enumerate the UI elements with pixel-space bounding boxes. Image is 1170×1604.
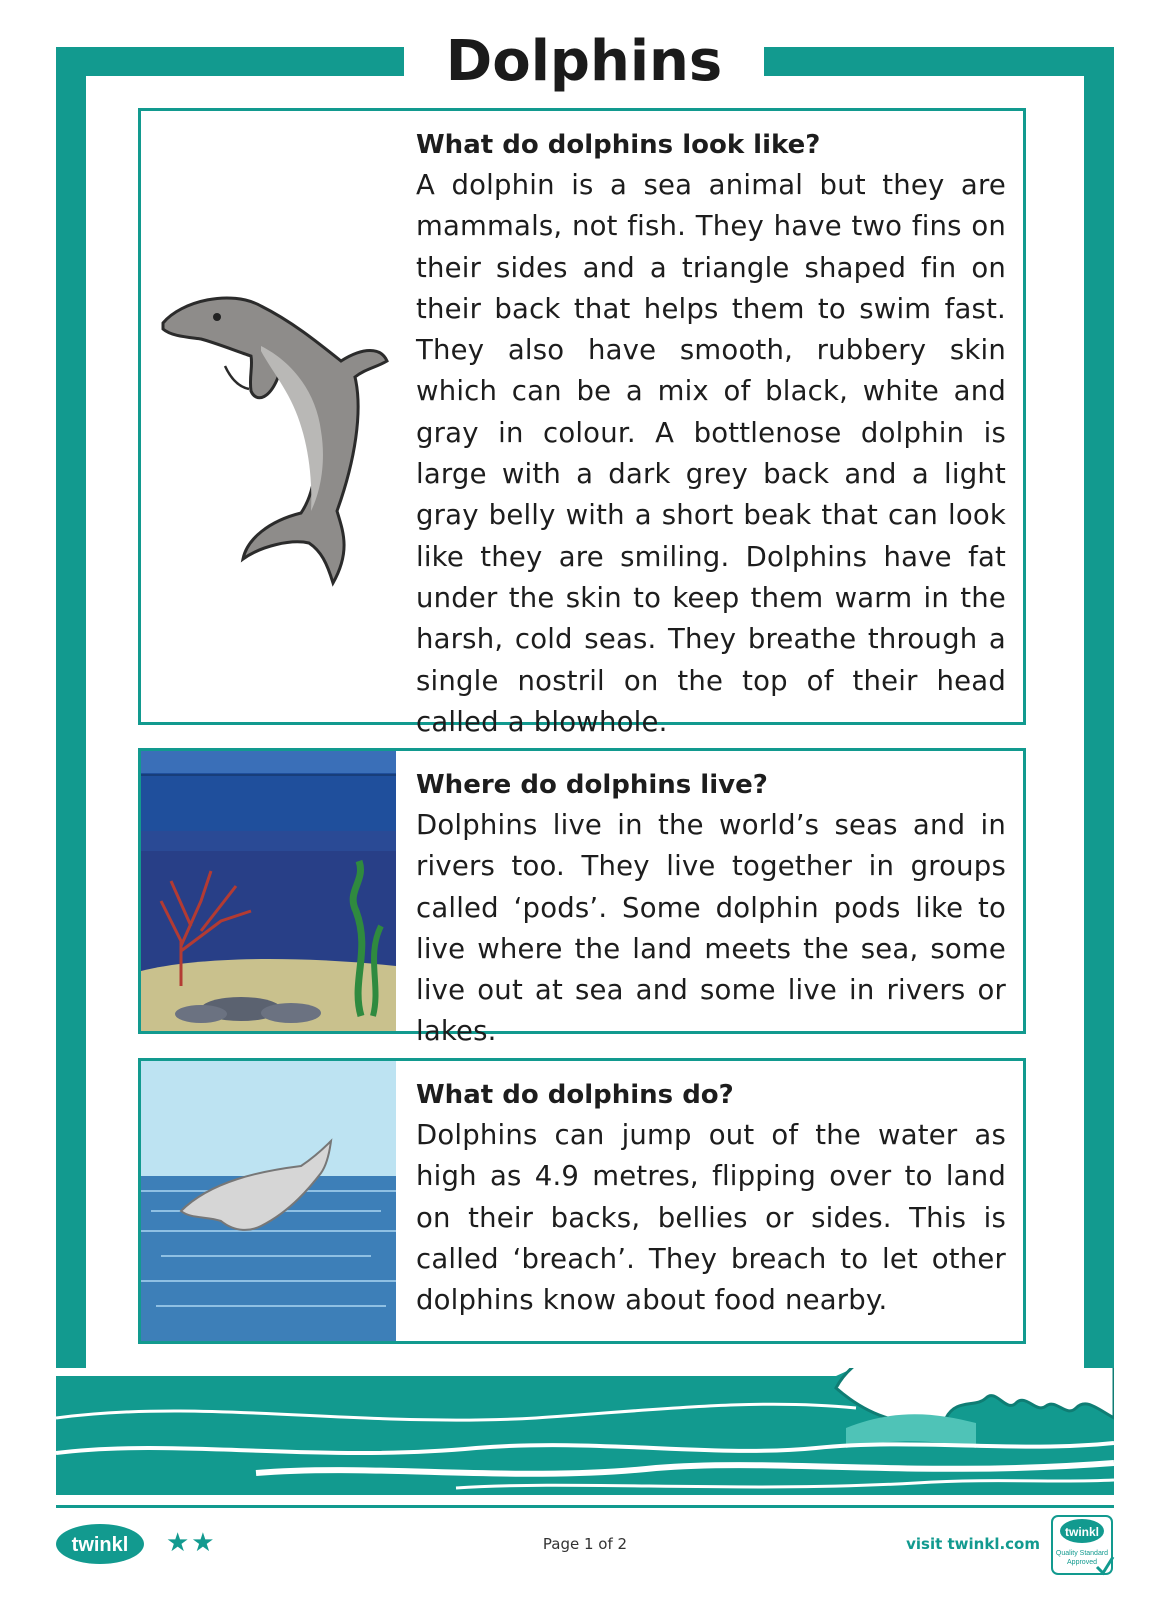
dolphin-illustration [141,111,396,722]
section-heading: Where do dolphins live? [416,770,768,800]
section-text [416,1075,1006,1321]
breaching-dolphin-illustration [141,1061,396,1341]
section-heading: What do dolphins look like? [416,130,821,160]
section-body: A dolphin is a sea animal but they are mammals, not fish. They have two fins on their sides and a triangle shaped fin on their back that helps them to swim fast. They also have smooth, rubbery skin which can be a mix of black, white and gray in colour. A bottlenose dolphin is large with a dark grey back and a light gray belly with a short beak that can look like they are smiling. Dolphins have fat under the skin to keep them warm in the harsh, cold seas. They breathe through a single nostril on the top of their head called a blowhole. [416,169,1006,738]
badge-line1: Quality Standard [1055,1550,1109,1557]
page-number: Page 1 of 2 [542,1535,628,1553]
section-habitat [138,748,1026,1048]
visit-link[interactable]: visit twinkl.com [906,1535,1040,1553]
rating-stars: ★★ [166,1528,217,1558]
section-text [416,765,1006,1053]
twinkl-logo[interactable] [56,1522,148,1566]
section-body: Dolphins can jump out of the water as high as 4.9 metres, flipping over to land on their backs, bellies or sides. This is called ‘breach’. They breach to let other dolphins know about food nearby. [416,1119,1006,1317]
section-behaviour [138,1058,1026,1344]
section-heading: What do dolphins do? [416,1080,734,1110]
waves-decoration [56,1368,1114,1495]
section-text [416,125,1006,743]
ocean-floor-illustration [141,751,396,1031]
section-body: Dolphins live in the world’s seas and in rivers too. They live together in groups called ‘pods’. Some dolphin pods like to live where the land meets the sea, some live out at sea and some live in rivers or lakes. [416,809,1006,1048]
section-appearance [138,108,1026,738]
page-title: Dolphins [445,29,723,94]
badge-line2: Approved [1067,1559,1097,1566]
badge-brand: twinkl [1064,1525,1100,1539]
logo-text: twinkl [71,1534,129,1556]
footer-divider [56,1505,1114,1508]
quality-badge [1051,1515,1115,1577]
